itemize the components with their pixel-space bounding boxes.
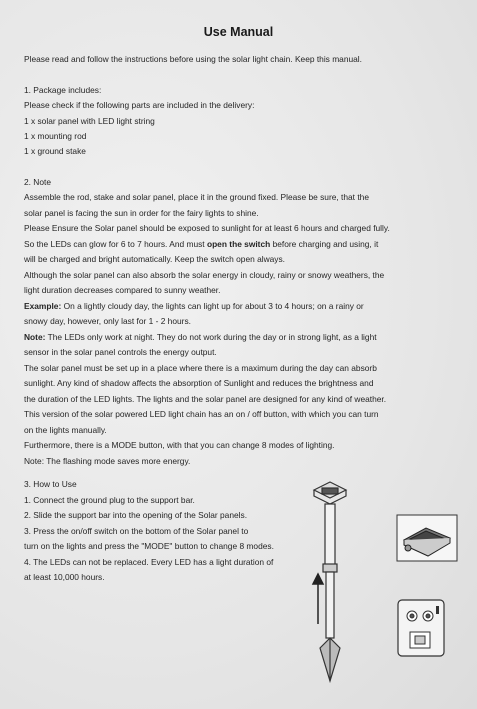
note-line: solar panel is facing the sun in order for the fairy lights to shine. [24, 208, 259, 218]
note-line: the duration of the LED lights. The lights and the solar panel are designed for any kind of weather. [24, 394, 387, 404]
package-check-text: Please check if the following parts are included in the delivery: [24, 100, 255, 110]
note-line: snowy day, however, only last for 1 - 2 hours. [24, 316, 191, 326]
note-line: Please Ensure the Solar panel should be exposed to sunlight for at least 6 hours and charged fully. [24, 223, 390, 233]
note-line: sensor in the solar panel controls the energy output. [24, 347, 217, 357]
package-heading: 1. Package includes: [24, 85, 102, 95]
package-item: 1 x solar panel with LED light string [24, 116, 155, 126]
note-line: Assemble the rod, stake and solar panel, place it in the ground fixed. Please be sure, that the [24, 192, 369, 202]
note-line: Note: The LEDs only work at night. They do not work during the day or in strong light, as a light [24, 332, 377, 342]
howto-step: 2. Slide the support bar into the opening of the Solar panels. [24, 510, 248, 520]
howto-heading: 3. How to Use [24, 479, 77, 489]
note-line: So the LEDs can glow for 6 to 7 hours. And must open the switch before charging and using, it [24, 239, 379, 249]
note-line: will be charged and bright automatically. Keep the switch open always. [24, 254, 286, 264]
howto-step: turn on the lights and press the "MODE" button to change 8 modes. [24, 541, 274, 551]
intro-text: Please read and follow the instructions before using the solar light chain. Keep this manual. [24, 54, 362, 64]
note-line: light duration decreases compared to sunny weather. [24, 285, 221, 295]
solar-panel-illustration [396, 514, 458, 562]
howto-step: 1. Connect the ground plug to the support bar. [24, 495, 195, 505]
note-heading: 2. Note [24, 177, 52, 187]
howto-step: 4. The LEDs can not be replaced. Every LED has a light duration of [24, 557, 274, 567]
package-item: 1 x ground stake [24, 146, 86, 156]
note-line: Furthermore, there is a MODE button, with that you can change 8 modes of lighting. [24, 440, 335, 450]
note-line: Although the solar panel can also absorb the solar energy in cloudy, rainy or snowy weathers, the [24, 270, 385, 280]
note-line: sunlight. Any kind of shadow affects the absorption of Sunlight and reduces the brightness and [24, 378, 374, 388]
howto-step: 3. Press the on/off switch on the bottom of the Solar panel to [24, 526, 249, 536]
solar-stake-illustration [300, 476, 360, 684]
panel-bottom-switches-illustration [396, 598, 448, 662]
note-line: This version of the solar powered LED light chain has an on / off button, with which you can turn [24, 409, 379, 419]
note-line: Note: The flashing mode saves more energy. [24, 456, 191, 466]
package-item: 1 x mounting rod [24, 131, 87, 141]
note-line: The solar panel must be set up in a place where there is a maximum during the day can absorb [24, 363, 377, 373]
note-line: on the lights manually. [24, 425, 107, 435]
howto-step: at least 10,000 hours. [24, 572, 105, 582]
page-title: Use Manual [203, 25, 274, 39]
example-line: Example: On a lightly cloudy day, the lights can light up for about 3 to 4 hours; on a rainy or [24, 301, 364, 311]
